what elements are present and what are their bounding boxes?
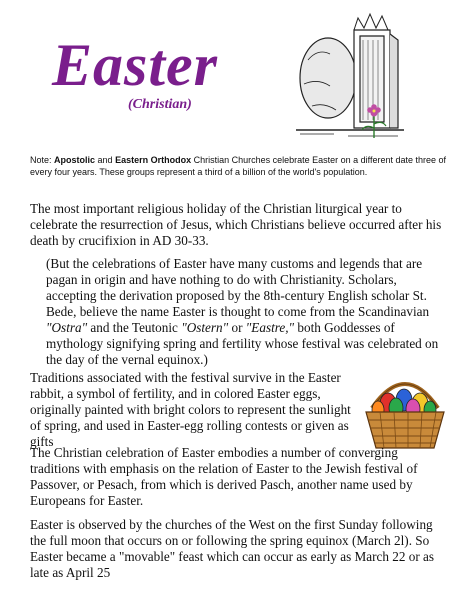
term-ostern: "Ostern" — [181, 320, 229, 335]
origins-text-b: and the Teutonic — [87, 320, 182, 335]
term-eastre: "Eastre," — [245, 320, 295, 335]
term-ostra: "Ostra" — [46, 320, 88, 335]
page-title: Easter — [52, 32, 219, 98]
note-term-apostolic: Apostolic — [54, 155, 96, 165]
origins-text-c: or — [228, 320, 246, 335]
paragraph-passover: The Christian celebration of Easter embodies a number of converging traditions with emphasis on the relation of Easter to the Jewish festival of Passover, or Pesach, from which is derived Pasch, another name used by Europeans for Easter. — [30, 445, 418, 508]
note-text — [30, 154, 450, 178]
paragraph-traditions: Traditions associated with the festival survive in the Easter rabbit, a symbol of fertility, and in colored Easter eggs, originally painted with bright colors to represent the sunlight of spring, and used in Easter-egg rolling contests or given as gifts — [30, 370, 351, 449]
paragraph-date: Easter is observed by the churches of the West on the first Sunday following the full moon that occurs on or following the spring equinox (March 2l). So Easter became a "movable" feast which can occur as early as March 22 or as late as April 25 — [30, 517, 435, 580]
empty-tomb-icon — [294, 10, 406, 140]
note-rest: Christian Churches celebrate Easter on a different date three of every four years. These groups represent a third of a billion of the world's population. — [30, 155, 447, 177]
origins-text-a: (But the celebrations of Easter have many customs and legends that are pagan in origin and have nothing to do with Christianity. Scholars, accepting the derivation proposed by the 8th-century English scholar St. Bede, believe the name Easter is thought to come from the Scandinavian — [46, 256, 430, 319]
note-term-eastern-orthodox: Eastern Orthodox — [115, 155, 192, 165]
paragraph-intro: The most important religious holiday of the Christian liturgical year to celebrate the resurrection of Jesus, which Christians believe occurred after his death by crucifixion in AD 30-33. — [30, 201, 442, 248]
note-prefix: Note: — [30, 155, 55, 165]
paragraph-origins — [46, 256, 446, 368]
origins-text-d: both Goddesses of mythology signifying spring and fertility whose festival was celebrated on the day of the vernal equinox.) — [46, 320, 439, 367]
easter-basket-icon — [358, 368, 452, 454]
page-subtitle: (Christian) — [128, 97, 192, 112]
note-and: and — [95, 155, 116, 165]
